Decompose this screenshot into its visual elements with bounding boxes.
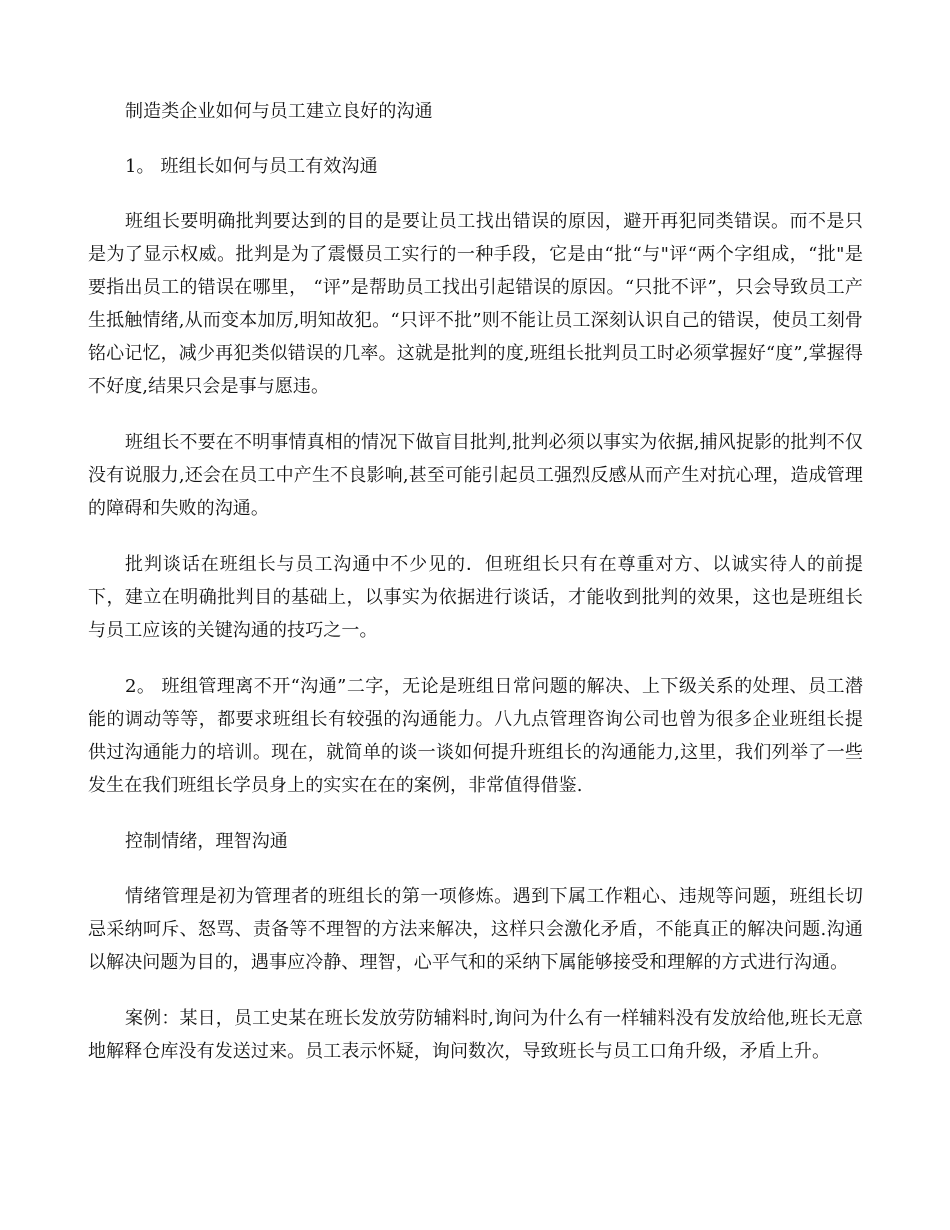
section-heading-2-paragraph: 2。 班组管理离不开“沟通”二字，无论是班组日常问题的解决、上下级关系的处理、员工潜能的调动等等，都要求班组长有较强的沟通能力。八九点管理咨询公司也曾为很多企业班组长提供过沟通能力的培训。现在，就简单的谈一谈如何提升班组长的沟通能力,这里，我们列举了一些发生在我们班组长学员身上的实实在在的案例，非常值得借鉴. [88, 676, 863, 796]
paragraph-criticism-talk: 批判谈话在班组长与员工沟通中不少见的．但班组长只有在尊重对方、以诚实待人的前提下，建立在明确批判目的基础上，以事实为依据进行谈话，才能收到批判的效果，这也是班组长与员工应该的关键沟通的技巧之一。 [88, 554, 863, 641]
subheading-control-emotion: 控制情绪，理智沟通 [125, 831, 288, 852]
document-body [88, 95, 863, 1091]
document-title: 制造类企业如何与员工建立良好的沟通 [125, 101, 433, 122]
paragraph-case: 案例：某日，员工史某在班长发放劳防辅料时,询问为什么有一样辅料没有发放给他,班长无意地解释仓库没有发送过来。员工表示怀疑，询问数次，导致班长与员工口角升级，矛盾上升。 [88, 1008, 863, 1062]
paragraph-emotion-management: 情绪管理是初为管理者的班组长的第一项修炼。遇到下属工作粗心、违规等问题，班组长切忌采纳呵斥、怒骂、责备等不理智的方法来解决，这样只会激化矛盾，不能真正的解决问题.沟通以解决问题为目的，遇事应冷静、理智，心平气和的采纳下属能够接受和理解的方式进行沟通。 [88, 886, 863, 973]
section-heading-1: 1。 班组长如何与员工有效沟通 [125, 156, 378, 177]
paragraph-criticism-purpose: 班组长要明确批判要达到的目的是要让员工找出错误的原因，避开再犯同类错误。而不是只是为了显示权威。批判是为了震慑员工实行的一种手段，它是由“批“与"评“两个字组成，“批"是要指出员工的错误在哪里， “评”是帮助员工找出引起错误的原因。“只批不评”，只会导致员工产生抵触情绪,从而变本加厉,明知故犯。“只评不批”则不能让员工深刻认识自己的错误，使员工刻骨铭心记忆，减少再犯类似错误的几率。这就是批判的度,班组长批判员工时必须掌握好“度”,掌握得不好度,结果只会是事与愿违。 [88, 211, 863, 397]
paragraph-criticism-facts: 班组长不要在不明事情真相的情况下做盲目批判,批判必须以事实为依据,捕风捉影的批判不仅没有说服力,还会在员工中产生不良影响,甚至可能引起员工强烈反感从而产生对抗心理，造成管理的障碍和失败的沟通。 [88, 432, 863, 519]
